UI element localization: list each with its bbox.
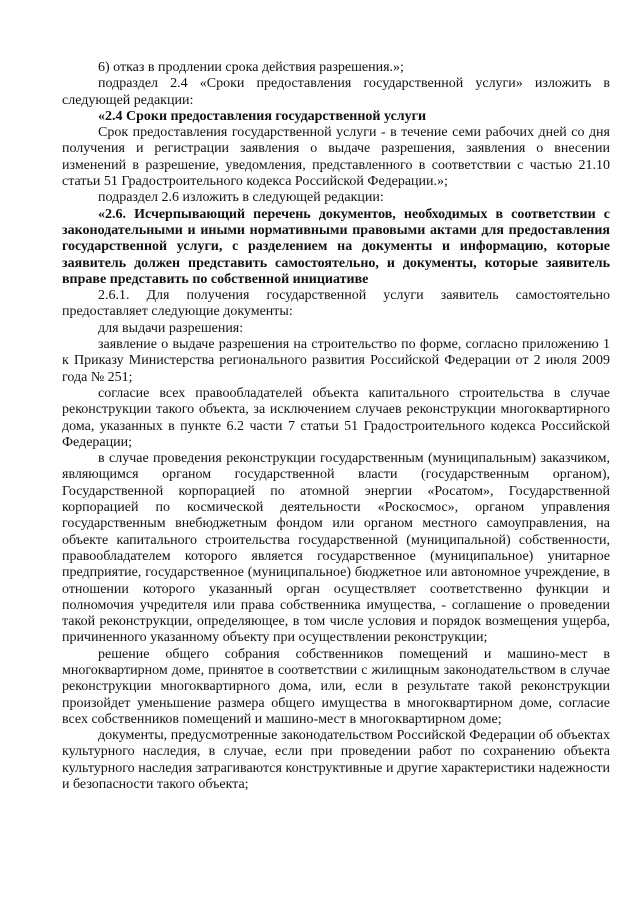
paragraph-10: решение общего собрания собственников помещений и машино-мест в многоквартирном доме, принятое в соответствии с жилищным законодательством в случае реконструкции многоквартирного дома, или, если в результате такой реконструкции произойдет уменьшение размера общего имущества в многоквартирном доме, согласие всех собственников помещений и машино-мест в многоквартирном доме;	[62, 646, 610, 727]
paragraph-6: для выдачи разрешения:	[98, 320, 244, 336]
paragraph-9: в случае проведения реконструкции государственным (муниципальным) заказчиком, являющимся органом государственной власти (государственным органом), Государственной корпорацией по атомной энергии «Росатом», Государственной корпорацией по космической деятельности «Роскосмос», органом управления государственным внебюджетным фондом или органом местного самоуправления, на объекте капитального строительства государственной (муниципальной) собственности, правообладателем которого является государственное (муниципальное) унитарное предприятие, государственное (муниципальное) бюджетное или автономное учреждение, в отношении которого указанный орган осуществляет соответственно функции и полномочия учредителя или права собственника имущества, - соглашение о проведении такой реконструкции, определяющее, в том числе условия и порядок возмещения ущерба, причиненного указанному объекту при осуществлении реконструкции;	[62, 451, 610, 646]
paragraph-3: Срок предоставления государственной услуги - в течение семи рабочих дней со дня получения и регистрации заявления о выдаче разрешения, заявления о внесении изменений в разрешение, уведомления, представленного в соответствии с частью 21.10 статьи 51 Градостроительного кодекса Российской Федерации.»;	[62, 125, 610, 190]
paragraph-7: заявление о выдаче разрешения на строительство по форме, согласно приложению 1 к Приказу Министерства регионального развития Российской Федерации от 2 июля 2009 года № 251;	[62, 337, 610, 385]
paragraph-11: документы, предусмотренные законодательством Российской Федерации об объектах культурного наследия, в случае, если при проведении работ по сохранению объекта культурного наследия затрагиваются конструктивные и другие характеристики надежности и безопасности такого объекта;	[62, 728, 610, 793]
paragraph-8: согласие всех правообладателей объекта капитального строительства в случае реконструкции такого объекта, за исключением случаев реконструкции многоквартирного дома, указанных в пункте 6.2 части 7 статьи 51 Градостроительного кодекса Российской Федерации;	[62, 385, 610, 450]
section-heading-2-4: «2.4 Сроки предоставления государственной услуги	[98, 108, 427, 124]
paragraph-5: 2.6.1. Для получения государственной услуги заявитель самостоятельно предоставляет следующие документы:	[62, 288, 610, 320]
paragraph-4: подраздел 2.6 изложить в следующей редакции:	[98, 190, 384, 206]
paragraph-2: подраздел 2.4 «Сроки предоставления государственной услуги» изложить в следующей редакции:	[62, 76, 610, 108]
paragraph-1: 6) отказ в продлении срока действия разрешения.»;	[98, 60, 404, 75]
section-heading-2-6: «2.6. Исчерпывающий перечень документов, необходимых в соответствии с законодательными и иными нормативными правовыми актами для предоставления государственной услуги, с разделением на документы и информацию, которые заявитель должен представить самостоятельно, и документы, которые заявитель вправе представить по собственной инициативе	[62, 206, 610, 287]
